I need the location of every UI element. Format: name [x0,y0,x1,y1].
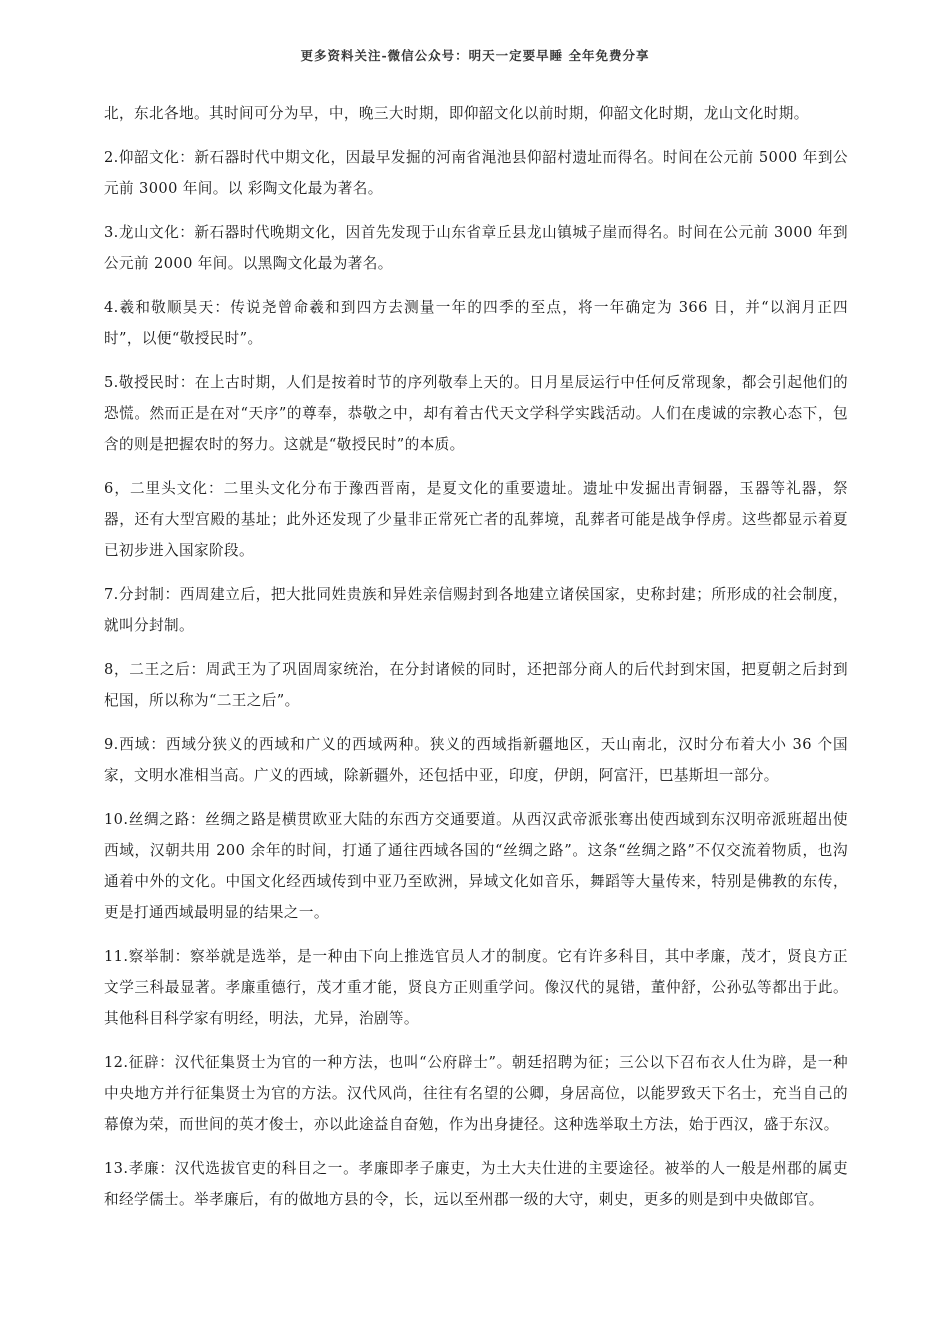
paragraph-silk-road: 10.丝绸之路：丝绸之路是横贯欧亚大陆的东西方交通要道。从西汉武帝派张骞出使西域到东汉明帝派班超出使西域，汉朝共用 200 余年的时间，打通了通往西域各国的“丝绸之路”。这条“丝绸之路”不仅交流着物质，也沟通着中外的文化。中国文化经西域传到中亚乃至欧洲，异域文化如音乐，舞蹈等大量传来，特别是佛教的东传，更是打通西域最明显的结果之一。 [104,811,848,921]
paragraph-yangshao-culture: 2.仰韶文化：新石器时代中期文化，因最早发掘的河南省渑池县仰韶村遗址而得名。时间在公元前 5000 年到公元前 3000 年间。以 彩陶文化最为著名。 [104,149,848,197]
paragraph-jingshou-minshi: 5.敬授民时：在上古时期，人们是按着时节的序列敬奉上天的。日月星辰运行中任何反常现象，都会引起他们的恐慌。然而正是在对“天序”的尊奉，恭敬之中，却有着古代天文学科学实践活动。人们在虔诚的宗教心态下，包含的则是把握农时的努力。这就是“敬授民时”的本质。 [104,374,848,453]
document-body [104,98,848,1228]
paragraph-erwang-zhihou: 8，二王之后：周武王为了巩固周家统治，在分封诸候的同时，还把部分商人的后代封到宋国，把夏朝之后封到杞国，所以称为“二王之后”。 [104,661,848,709]
paragraph-western-regions: 9.西域：西域分狭义的西域和广义的西域两种。狭义的西域指新疆地区，天山南北，汉时分布着大小 36 个国家，文明水准相当高。广义的西域，除新疆外，还包括中亚，印度，伊朗，阿富汗，巴基斯坦一部分。 [104,736,848,784]
page-header: 更多资料关注-微信公众号：明天一定要早睡 全年免费分享 [300,48,650,63]
paragraph-erlitou-culture: 6，二里头文化：二里头文化分布于豫西晋南，是夏文化的重要遗址。遗址中发掘出青铜器，玉器等礼器，祭器，还有大型宫殿的基址；此外还发现了少量非正常死亡者的乱葬境，乱葬者可能是战争俘虏。这些都显示着夏已初步进入国家阶段。 [104,480,848,559]
paragraph-zhengbi: 12.征辟：汉代征集贤士为官的一种方法，也叫“公府辟士”。朝廷招聘为征；三公以下召布衣人仕为辟，是一种中央地方并行征集贤士为官的方法。汉代风尚，往往有名望的公卿，身居高位，以能罗致天下名士，充当自己的幕僚为荣，而世间的英才俊士，亦以此途益自奋勉，作为出身捷径。这种选举取土方法，始于西汉，盛于东汉。 [104,1054,848,1133]
paragraph-continuation: 北，东北各地。其时间可分为早，中，晚三大时期，即仰韶文化以前时期，仰韶文化时期，龙山文化时期。 [104,105,809,122]
paragraph-xiaolian: 13.孝廉：汉代选拔官吏的科目之一。孝廉即孝子廉吏，为土大夫仕进的主要途径。被举的人一般是州郡的属吏和经学儒士。举孝廉后，有的做地方县的令，长，远以至州郡一级的大守，刺史，更多的则是到中央做郎官。 [104,1160,848,1208]
paragraph-longshan-culture: 3.龙山文化：新石器时代晚期文化，因首先发现于山东省章丘县龙山镇城子崖而得名。时间在公元前 3000 年到公元前 2000 年间。以黑陶文化最为著名。 [104,224,848,272]
paragraph-fenfeng-system: 7.分封制：西周建立后，把大批同姓贵族和异姓亲信赐封到各地建立诸侯国家，史称封建；所形成的社会制度，就叫分封制。 [104,586,848,634]
paragraph-xihe: 4.羲和敬顺昊天：传说尧曾命羲和到四方去测量一年的四季的至点，将一年确定为 366 日，并“以润月正四时”，以便“敬授民时”。 [104,299,848,347]
paragraph-chaju-system: 11.察举制：察举就是选举，是一种由下向上推选官员人才的制度。它有许多科目，其中孝廉，茂才，贤良方正文学三科最显著。孝廉重德行，茂才重才能，贤良方正则重学问。像汉代的晁错，董仲舒，公孙弘等都出于此。其他科目科学家有明经，明法，尤异，治剧等。 [104,948,848,1027]
